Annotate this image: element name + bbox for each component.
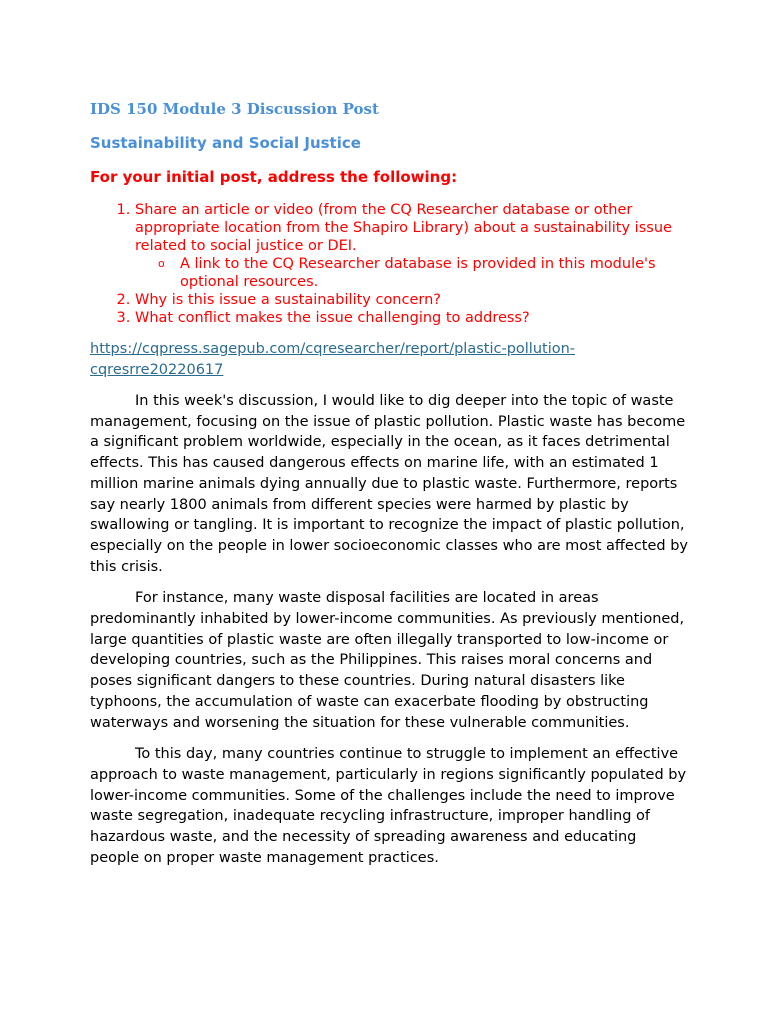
article-link[interactable] (90, 339, 690, 380)
prompt-heading: For your initial post, address the following: (90, 168, 458, 186)
body-paragraph: For instance, many waste disposal facilities are located in areas predominantly inhabited by lower-income communities. As previously mentioned, large quantities of plastic waste are often illegally transported to low-income or developing countries, such as the Philippines. This raises moral concerns and poses significant dangers to these countries. During natural disasters like typhoons, the accumulation of waste can exacerbate flooding by obstructing waterways and worsening the situation for these vulnerable communities. (90, 590, 685, 731)
requirement-item (135, 201, 690, 291)
circle-bullet-icon: o (158, 257, 165, 270)
document-title: IDS 150 Module 3 Discussion Post (90, 100, 379, 118)
body-paragraph: To this day, many countries continue to struggle to implement an effective approach to waste management, particularly in regions significantly populated by lower-income communities. Some of the challenges include the need to improve waste segregation, inadequate recycling infrastructure, improper handling of hazardous waste, and the necessity of spreading awareness and educating people on proper waste management practices. (90, 746, 687, 866)
document-subtitle: Sustainability and Social Justice (90, 134, 361, 152)
article-link-line: https://cqpress.sagepub.com/cqresearcher/report/plastic-pollution- (90, 341, 576, 357)
requirement-text: Share an article or video (from the CQ Researcher database or other appropriate location from the Shapiro Library) about a sustainability issue related to social justice or DEI. (135, 202, 672, 254)
body-paragraph: In this week's discussion, I would like to dig deeper into the topic of waste management, focusing on the issue of plastic pollution. Plastic waste has become a significant problem worldwide, especially in the ocean, as it faces detrimental effects. This has caused dangerous effects on marine life, with an estimated 1 million marine animals dying annually due to plastic waste. Furthermore, reports say nearly 1800 animals from different species were harmed by plastic by swallowing or tangling. It is important to recognize the impact of plastic pollution, especially on the people in lower socioeconomic classes who are most affected by this crisis. (90, 393, 688, 575)
requirements-list (90, 201, 690, 327)
document-body (90, 99, 690, 879)
article-link-line: cqresrre20220617 (90, 361, 224, 378)
requirement-item: 3. What conflict makes the issue challenging to address? (135, 309, 690, 327)
requirement-item: 2. Why is this issue a sustainability concern? (135, 291, 690, 309)
sub-list-item (158, 255, 690, 291)
sub-list (135, 255, 690, 291)
sub-item-text: A link to the CQ Researcher database is provided in this module's optional resources. (180, 256, 656, 290)
